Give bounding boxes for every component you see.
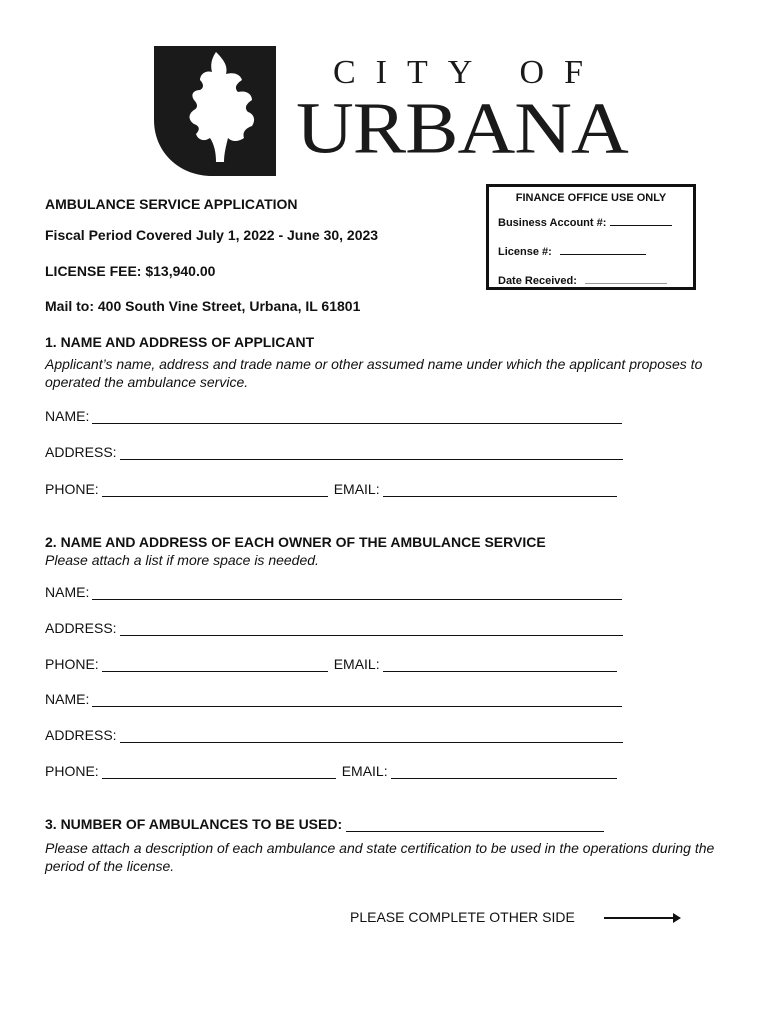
owner-2-address-field[interactable] — [120, 728, 623, 743]
section-1-note: Applicant’s name, address and trade name or other assumed name under which the applicant proposes to operated the ambulance service. — [45, 356, 703, 390]
finance-office-box — [486, 184, 696, 290]
ambulance-count-row — [45, 816, 604, 832]
owner-2-phone-field[interactable] — [102, 764, 336, 779]
applicant-contact-row — [45, 481, 617, 497]
applicant-name-row — [45, 408, 622, 424]
owner-2-contact-row — [45, 763, 617, 779]
date-received-row — [498, 272, 667, 287]
applicant-name-field[interactable] — [92, 409, 622, 424]
logo-city-name: URBANA — [296, 88, 628, 170]
owner-2-name-label: NAME: — [45, 691, 90, 707]
owner-2-address-label: ADDRESS: — [45, 727, 117, 743]
fiscal-period: Fiscal Period Covered July 1, 2022 - June 30, 2023 — [45, 227, 379, 243]
applicant-phone-field[interactable] — [102, 482, 328, 497]
owner-1-address-row — [45, 620, 623, 636]
section-3-note: Please attach a description of each ambulance and state certification to be used in the operations during the period of the license. — [45, 840, 715, 874]
owner-2-phone-label: PHONE: — [45, 763, 99, 779]
date-received-label: Date Received: — [498, 275, 577, 287]
applicant-address-label: ADDRESS: — [45, 444, 117, 460]
date-received-field[interactable] — [585, 272, 667, 284]
applicant-email-label: EMAIL: — [333, 481, 380, 497]
logo-city-of-text: CITY OF — [333, 54, 604, 91]
ambulance-count-field[interactable] — [346, 817, 604, 832]
applicant-address-row — [45, 444, 623, 460]
owner-1-name-label: NAME: — [45, 584, 90, 600]
applicant-address-field[interactable] — [120, 445, 623, 460]
owner-2-name-row — [45, 691, 622, 707]
owner-1-contact-row — [45, 656, 617, 672]
owner-1-address-label: ADDRESS: — [45, 620, 117, 636]
business-account-field[interactable] — [610, 214, 672, 226]
owner-1-address-field[interactable] — [120, 621, 623, 636]
owner-1-name-row — [45, 584, 622, 600]
applicant-name-label: NAME: — [45, 408, 90, 424]
applicant-phone-label: PHONE: — [45, 481, 99, 497]
license-number-row — [498, 243, 646, 258]
owner-1-phone-field[interactable] — [102, 657, 328, 672]
business-account-label: Business Account #: — [498, 217, 607, 229]
owner-2-address-row — [45, 727, 623, 743]
license-number-field[interactable] — [560, 243, 646, 255]
owner-2-email-field[interactable] — [391, 764, 617, 779]
owner-1-phone-label: PHONE: — [45, 656, 99, 672]
license-fee: LICENSE FEE: $13,940.00 — [45, 263, 216, 279]
section-2-note: Please attach a list if more space is needed. — [45, 552, 319, 568]
owner-2-email-label: EMAIL: — [341, 763, 388, 779]
complete-other-side-text: PLEASE COMPLETE OTHER SIDE — [350, 909, 575, 925]
city-logo-leaf-icon — [154, 46, 276, 176]
finance-box-title: FINANCE OFFICE USE ONLY — [515, 192, 667, 204]
section-2-title: 2. NAME AND ADDRESS OF EACH OWNER OF THE AMBULANCE SERVICE — [45, 534, 546, 550]
owner-1-email-field[interactable] — [383, 657, 617, 672]
license-number-label: License #: — [498, 246, 552, 258]
business-account-row — [498, 214, 672, 229]
form-title: AMBULANCE SERVICE APPLICATION — [45, 196, 298, 212]
applicant-email-field[interactable] — [383, 482, 617, 497]
owner-1-name-field[interactable] — [92, 585, 622, 600]
mail-to-address: Mail to: 400 South Vine Street, Urbana, IL 61801 — [45, 298, 361, 314]
arrow-head-icon — [673, 913, 681, 923]
arrow-right-icon — [604, 917, 676, 919]
owner-1-email-label: EMAIL: — [333, 656, 380, 672]
section-3-title: 3. NUMBER OF AMBULANCES TO BE USED: — [45, 816, 343, 832]
owner-2-name-field[interactable] — [92, 692, 622, 707]
section-1-title: 1. NAME AND ADDRESS OF APPLICANT — [45, 334, 315, 350]
